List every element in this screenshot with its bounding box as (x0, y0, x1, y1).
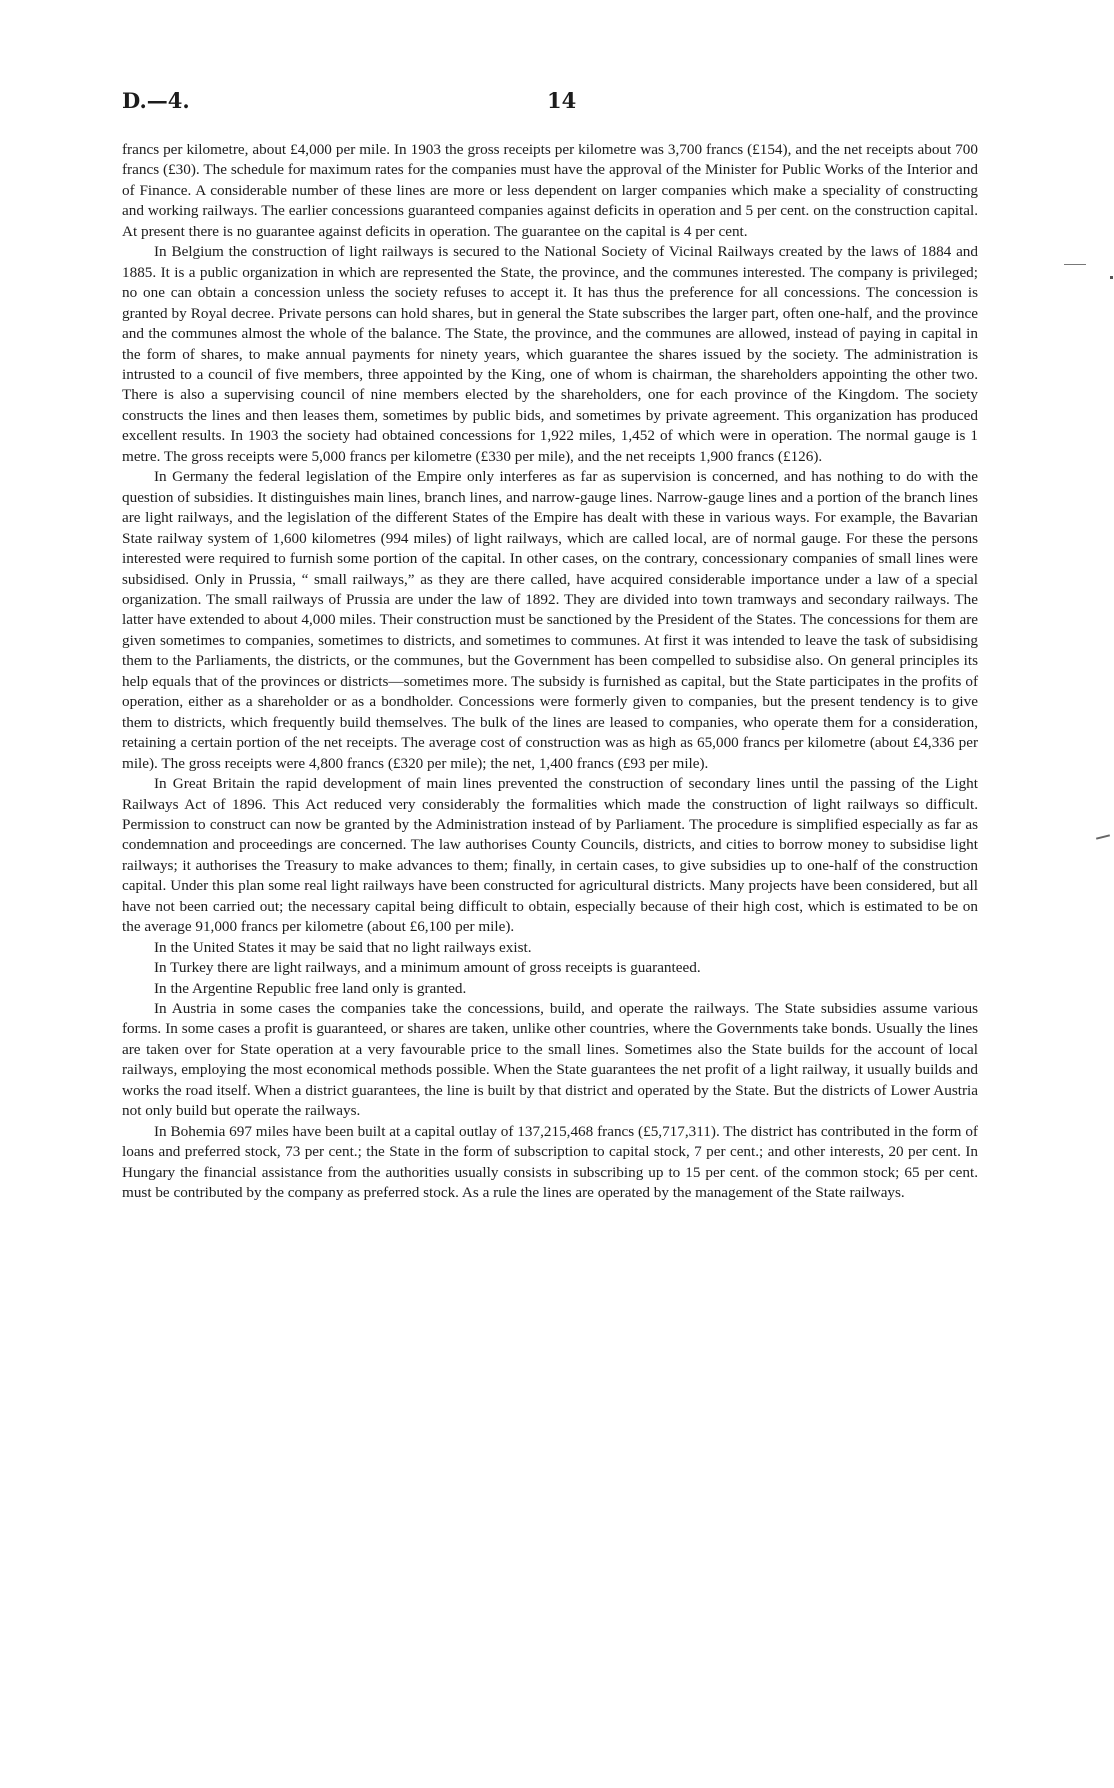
page-number: 14 (547, 88, 577, 113)
body-text (122, 140, 978, 1204)
margin-dash-mark (1064, 264, 1086, 265)
paragraph-united-states: In the United States it may be said that no light railways exist. (154, 938, 532, 956)
page-header (122, 88, 982, 122)
paragraph-bohemia-hungary: In Bohemia 697 miles have been built at a capital outlay of 137,215,468 francs (£5,717,311). The district has contributed in the form of loans and preferred stock, 73 per cent.; the State in the form of subscription to capital stock, 7 per cent.; and other interests, 20 per cent. In Hungary the financial assistance from the authorities usually consists in subscribing up to 15 per cent. of the common stock; 65 per cent. must be contributed by the company as preferred stock. As a rule the lines are operated by the management of the State railways. (122, 1122, 978, 1202)
margin-arrow-mark (1096, 832, 1110, 842)
paragraph-belgium: In Belgium the construction of light railways is secured to the National Society of Vicinal Railways created by the laws of 1884 and 1885. It is a public organization in which are represented the State, the province, and the communes interested. The company is privileged; no one can obtain a concession unless the society refuses to accept it. It has thus the preference for all concessions. The concession is granted by Royal decree. Private persons can hold shares, but in general the State subscribes the larger part, often one-half, and the province and the communes almost the whole of the balance. The State, the province, and the communes are allowed, instead of paying in capital in the form of shares, to make annual payments for ninety years, which guarantee the shares issued by the society. The administration is intrusted to a council of five members, three appointed by the King, one of whom is chairman, the shareholders appointing the other two. There is also a supervising council of nine members elected by the shareholders, one for each province of the Kingdom. The society constructs the lines and then leases them, sometimes by public bids, and sometimes by private agreement. This organization has produced excellent results. In 1903 the society had obtained concessions for 1,922 miles, 1,452 of which were in operation. The normal gauge is 1 metre. The gross receipts were 5,000 francs per kilometre (£330 per mile), and the net receipts 1,900 francs (£126). (122, 243, 978, 465)
paragraph-germany: In Germany the federal legislation of the Empire only interferes as far as supervision is concerned, and has nothing to do with the question of subsidies. It distinguishes main lines, branch lines, and narrow-gauge lines. Narrow-gauge lines and a portion of the branch lines are light railways, and the legislation of the different States of the Empire has dealt with these in various ways. For example, the Bavarian State railway system of 1,600 kilometres (994 miles) of light railways, which are called local, are of normal gauge. For these the persons interested were required to furnish some portion of the capital. In other cases, on the contrary, concessionary companies of small lines were subsidised. Only in Prussia, “ small railways,” as they are there called, have acquired considerable importance under a law of a special organization. The small railways of Prussia are under the law of 1892. They are divided into town tramways and secondary railways. The latter have extended to about 4,000 miles. Their construction must be sanctioned by the President of the States. The concessions for them are given sometimes to companies, sometimes to districts, and sometimes to communes. At first it was intended to leave the task of subsidising them to the Parliaments, the districts, or the communes, but the Government has been compelled to subsidise also. On general principles its help equals that of the provinces or districts—sometimes more. The subsidy is furnished as capital, but the State participates in the profits of operation, either as a shareholder or as a bondholder. Concessions were formerly given to companies, but the present tendency is to give them to districts, which frequently build themselves. The bulk of the lines are leased to companies, who operate them for a consideration, retaining a certain portion of the net receipts. The average cost of construction was as high as 65,000 francs per kilometre (about £4,336 per mile). The gross receipts were 4,800 francs (£320 per mile); the net, 1,400 francs (£93 per mile). (122, 468, 978, 772)
paragraph-turkey: In Turkey there are light railways, and a minimum amount of gross receipts is guaranteed. (154, 959, 701, 977)
margin-dot-mark (1110, 276, 1113, 279)
paragraph-great-britain: In Great Britain the rapid development of main lines prevented the construction of secondary lines until the passing of the Light Railways Act of 1896. This Act reduced very considerably the formalities which made the construction of light railways so difficult. Permission to construct can now be granted by the Administration instead of by Parliament. The procedure is simplified especially as far as condemnation and proceedings are concerned. The law authorises County Councils, districts, and cities to borrow money to subsidise light railways; it authorises the Treasury to make advances to them; finally, in certain cases, to give subsidies up to one-half of the construction capital. Under this plan some real light railways have been constructed for agricultural districts. Many projects have been considered, but all have not been carried out; the necessary capital being difficult to obtain, especially because of their high cost, which is estimated to be on the average 91,000 francs per kilometre (about £6,100 per mile). (122, 775, 978, 936)
document-reference: D.—4. (122, 88, 190, 113)
paragraph-argentine: In the Argentine Republic free land only is granted. (154, 979, 467, 997)
paragraph-austria: In Austria in some cases the companies take the concessions, build, and operate the railways. The State subsidies assume various forms. In some cases a profit is guaranteed, or shares are taken, unlike other countries, where the Governments take bonds. Usually the lines are taken over for State operation at a very favourable price to the small lines. Sometimes also the State builds for the account of local railways, employing the most economical methods possible. When the State guarantees the net profit of a light railway, it usually builds and works the road itself. When a district guarantees, the line is built by that district and operated by the State. But the districts of Lower Austria not only build but operate the railways. (122, 1000, 978, 1120)
paragraph-continuation: francs per kilometre, about £4,000 per mile. In 1903 the gross receipts per kilometre was 3,700 francs (£154), and the net receipts about 700 francs (£30). The schedule for maximum rates for the companies must have the approval of the Minister for Public Works of the Interior and of Finance. A considerable number of these lines are more or less dependent on larger companies which make a speciality of constructing and working railways. The earlier concessions guaranteed companies against deficits in operation and 5 per cent. on the construction capital. At present there is no guarantee against deficits in operation. The guarantee on the capital is 4 per cent. (122, 141, 978, 240)
